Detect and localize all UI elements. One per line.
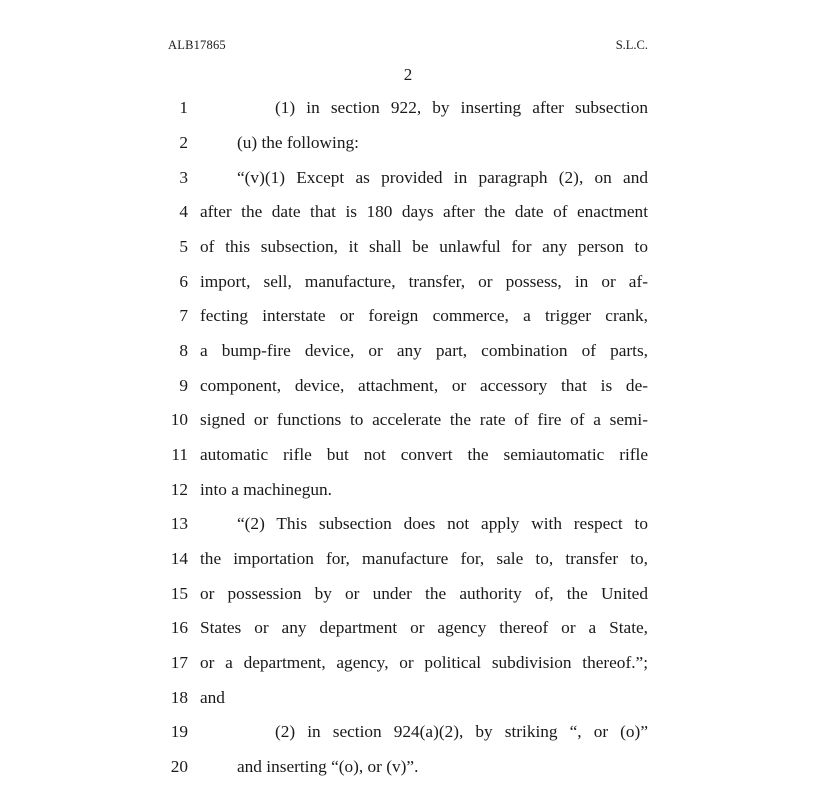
line-text: of this subsection, it shall be unlawful for any person to	[200, 237, 648, 256]
line-number: 14	[170, 549, 188, 568]
line-text: the importation for, manufacture for, sale to, transfer to,	[200, 549, 648, 568]
text-line	[0, 616, 816, 640]
line-number: 11	[171, 445, 188, 464]
text-line	[0, 755, 816, 779]
line-text: signed or functions to accelerate the rate of fire of a semi-	[200, 410, 648, 429]
text-line	[0, 270, 816, 294]
line-text: (1) in section 922, by inserting after subsection	[275, 98, 648, 117]
line-number: 16	[170, 618, 188, 637]
line-number: 3	[179, 168, 188, 187]
text-line	[0, 374, 816, 398]
line-number: 6	[179, 272, 188, 291]
text-line	[0, 131, 816, 155]
text-line	[0, 408, 816, 432]
line-text: component, device, attachment, or accessory that is de-	[200, 376, 648, 395]
text-line	[0, 651, 816, 675]
line-text: after the date that is 180 days after the date of enactment	[200, 202, 648, 221]
line-number: 9	[179, 376, 188, 395]
text-line	[0, 686, 816, 710]
text-line	[0, 235, 816, 259]
office-code: S.L.C.	[615, 38, 648, 52]
line-text: and	[200, 688, 225, 707]
line-text: States or any department or agency thereof or a State,	[200, 618, 648, 637]
line-text: into a machinegun.	[200, 480, 332, 499]
line-number: 12	[170, 480, 188, 499]
line-number: 4	[179, 202, 188, 221]
line-number: 17	[170, 653, 188, 672]
document-id: ALB17865	[168, 38, 226, 52]
line-text: or a department, agency, or political subdivision thereof.”;	[200, 653, 648, 672]
line-number: 1	[179, 98, 188, 117]
line-number: 13	[170, 514, 188, 533]
line-number: 8	[179, 341, 188, 360]
text-line	[0, 166, 816, 190]
line-number: 2	[179, 133, 188, 152]
text-line	[0, 339, 816, 363]
line-text: fecting interstate or foreign commerce, a trigger crank,	[200, 306, 648, 325]
line-text: (u) the following:	[237, 133, 359, 152]
line-text: automatic rifle but not convert the semiautomatic rifle	[200, 445, 648, 464]
text-line	[0, 582, 816, 606]
line-text: and inserting “(o), or (v)”.	[237, 757, 419, 776]
text-line	[0, 512, 816, 536]
line-text: “(v)(1) Except as provided in paragraph (2), on and	[237, 168, 648, 187]
text-line	[0, 96, 816, 120]
line-text: or possession by or under the authority of, the United	[200, 584, 648, 603]
line-number: 7	[179, 306, 188, 325]
line-number: 5	[179, 237, 188, 256]
line-number: 18	[170, 688, 188, 707]
text-line	[0, 304, 816, 328]
line-text: import, sell, manufacture, transfer, or possess, in or af-	[200, 272, 648, 291]
text-line	[0, 720, 816, 744]
line-number: 10	[170, 410, 188, 429]
text-line	[0, 200, 816, 224]
line-number: 19	[170, 722, 188, 741]
page-number: 2	[403, 65, 413, 84]
text-line	[0, 547, 816, 571]
line-text: “(2) This subsection does not apply with respect to	[237, 514, 648, 533]
text-line	[0, 478, 816, 502]
line-text: (2) in section 924(a)(2), by striking “, or (o)”	[275, 722, 648, 741]
line-text: a bump-fire device, or any part, combination of parts,	[200, 341, 648, 360]
line-number: 20	[170, 757, 188, 776]
line-number: 15	[170, 584, 188, 603]
text-line	[0, 443, 816, 467]
